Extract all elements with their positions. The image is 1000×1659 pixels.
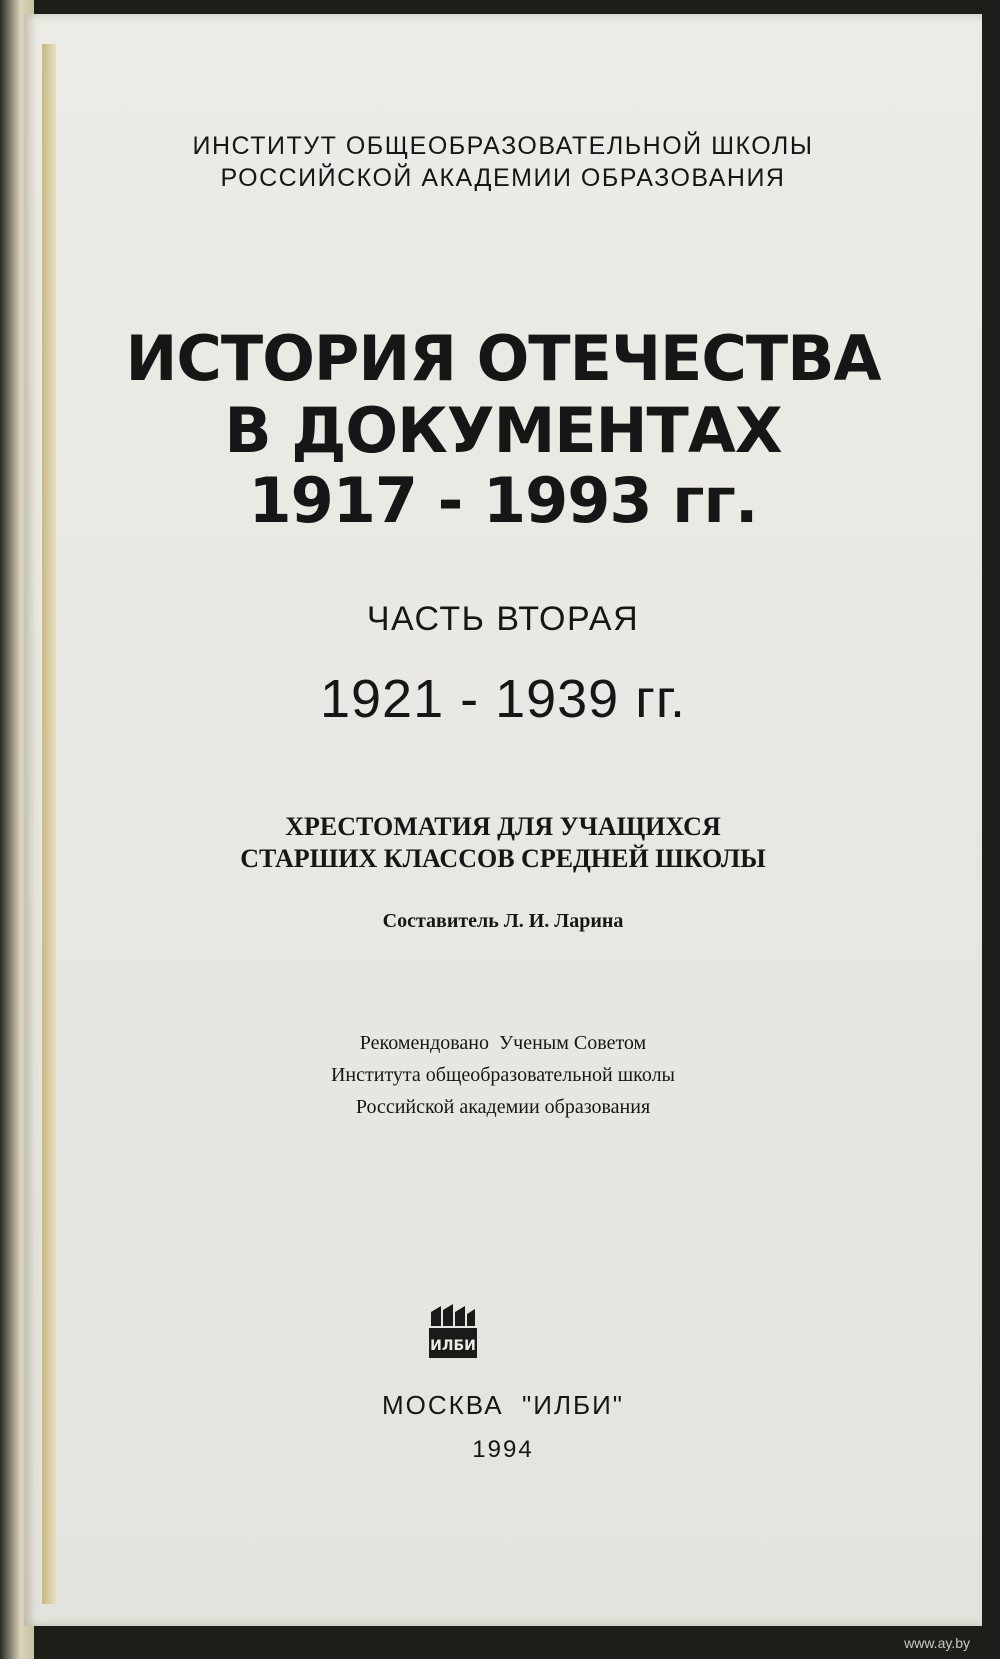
publisher-city: МОСКВА "ИЛБИ" <box>381 1390 625 1420</box>
publisher-logo-icon <box>429 1304 477 1360</box>
title-page <box>24 14 982 1626</box>
subtitle-line-1: ХРЕСТОМАТИЯ ДЛЯ УЧАЩИХСЯ <box>285 812 721 841</box>
recommendation-line-3: Российской академии образования <box>355 1096 651 1118</box>
book-title-line-1: ИСТОРИЯ ОТЕЧЕСТВА <box>125 322 881 395</box>
book-title-years: 1917 - 1993 гг. <box>248 464 758 537</box>
subtitle-line-2: СТАРШИХ КЛАССОВ СРЕДНЕЙ ШКОЛЫ <box>240 844 766 873</box>
part-years: 1921 - 1939 гг. <box>319 669 687 729</box>
institute-line-1: ИНСТИТУТ ОБЩЕОБРАЗОВАТЕЛЬНОЙ ШКОЛЫ <box>192 132 814 160</box>
publication-year: 1994 <box>472 1436 534 1463</box>
recommendation-line-1: Рекомендовано Ученым Советом <box>359 1032 647 1054</box>
part-label: ЧАСТЬ ВТОРАЯ <box>366 600 640 638</box>
institute-line-2: РОССИЙСКОЙ АКАДЕМИИ ОБРАЗОВАНИЯ <box>220 164 786 192</box>
book-title-line-2: В ДОКУМЕНТАХ <box>224 394 782 467</box>
publisher-logo-text: ИЛБИ <box>430 1338 476 1354</box>
compiler: Составитель Л. И. Ларина <box>382 910 624 932</box>
watermark: www.ay.by <box>904 1635 970 1651</box>
recommendation-line-2: Института общеобразовательной школы <box>330 1064 675 1086</box>
